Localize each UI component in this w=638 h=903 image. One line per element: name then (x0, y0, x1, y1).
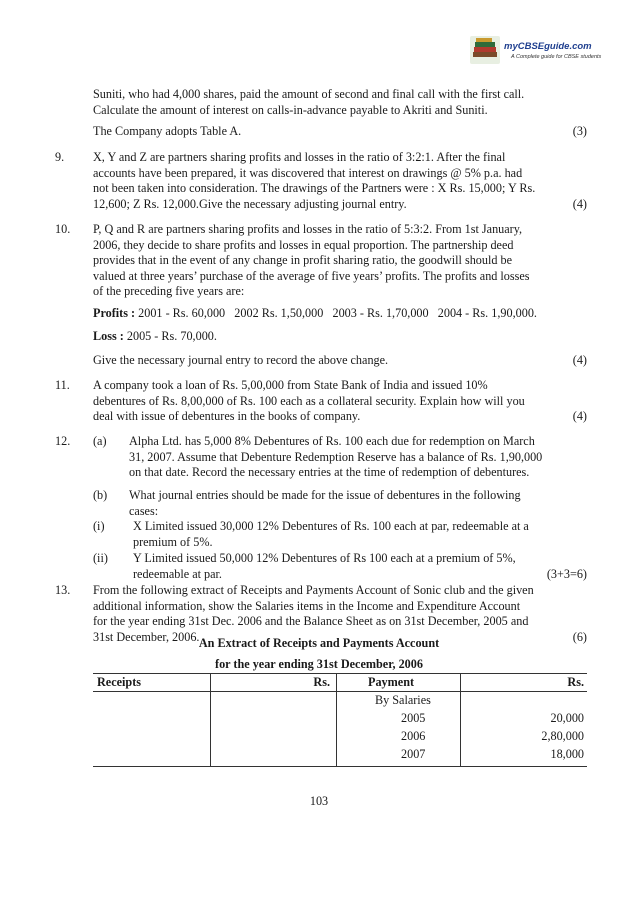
intro-table-a: The Company adopts Table A. (93, 124, 242, 138)
q13-line: for the year ending 31st Dec. 2006 and the Balance Sheet as on 31st December, 2005 and (93, 614, 529, 629)
q12-i-line: premium of 5%. (133, 534, 213, 549)
salary-year: 2005 (401, 711, 426, 725)
profits-values: 2001 - Rs. 60,000 2002 Rs. 1,50,000 2003 - Rs. 1,70,000 2004 - Rs. 1,90,000. (138, 306, 537, 320)
table-col-divider (210, 673, 211, 766)
q12-ii-line: redeemable at par. (133, 566, 222, 581)
q9-line: X, Y and Z are partners sharing profits and losses in the ratio of 3:2:1. After the final (93, 150, 506, 164)
q9-text (93, 150, 587, 212)
q13-marks: (6) (572, 630, 587, 644)
q12-sub-i-label: (i) (93, 519, 105, 533)
q10-text (93, 222, 587, 300)
q12-i-line: X Limited issued 30,000 12% Debentures of Rs. 100 each at par, redeemable at a (133, 519, 529, 533)
question-number: 10. (55, 222, 71, 236)
q12-b-line: What journal entries should be made for the issue of debentures in the following (129, 488, 521, 502)
q10-line: provides that in the event of any change in profit sharing ratio, the goodwill should be (93, 253, 513, 268)
q12-sub-ii-label: (ii) (93, 551, 108, 565)
payment-by-salaries: By Salaries (375, 693, 431, 707)
q12-a-line: Alpha Ltd. has 5,000 8% Debentures of Rs. 100 each due for redemption on March (129, 434, 535, 448)
salary-amount: 18,000 (550, 747, 584, 761)
header-rs: Rs. (313, 675, 330, 689)
page-number: 103 (309, 794, 329, 808)
intro-paragraph (93, 87, 587, 118)
q10-marks: (4) (572, 353, 587, 367)
table-subtitle: for the year ending 31st December, 2006 (215, 657, 423, 671)
q9-marks: (4) (572, 197, 587, 211)
table-header-rule (93, 691, 587, 692)
q12-part-b-text (129, 488, 587, 519)
q10-line: P, Q and R are partners sharing profits and losses in the ratio of 5:3:2. From 1st January, (93, 222, 523, 236)
q12-a-line: 31, 2007. Assume that Debenture Redemption Reserve has a balance of Rs. 1,90,000 (129, 449, 543, 464)
q12-marks: (3+3=6) (546, 567, 587, 581)
intro-line: Calculate the amount of interest on calls-in-advance payable to Akriti and Suniti. (93, 102, 488, 117)
q13-line: 31st December, 2006. (93, 629, 200, 644)
salary-amount: 20,000 (550, 711, 584, 725)
q12-part-a-text (129, 434, 587, 481)
q12-sub-i-text (133, 519, 587, 550)
salary-year: 2007 (401, 747, 426, 761)
question-number: 9. (55, 150, 65, 164)
q11-text (93, 378, 587, 425)
intro-line: Suniti, who had 4,000 shares, paid the amount of second and final call with the first call. (93, 87, 525, 101)
q9-line: accounts have been prepared, it was discovered that interest on drawings @ 5% p.a. had (93, 165, 523, 180)
loss-label: Loss : (93, 329, 124, 343)
q10-closing: Give the necessary journal entry to record the above change. (93, 353, 389, 367)
table-col-divider (336, 673, 337, 766)
q11-line: deal with issue of debentures in the books of company. (93, 409, 361, 424)
table-col-divider (460, 673, 461, 766)
q12-a-line: on that date. Record the necessary entries at the time of redemption of debentures. (129, 465, 530, 480)
q13-line: From the following extract of Receipts and Payments Account of Sonic club and the given (93, 583, 534, 597)
salary-amount: 2,80,000 (541, 729, 584, 743)
q11-line: A company took a loan of Rs. 5,00,000 from State Bank of India and issued 10% (93, 378, 488, 392)
q10-line: 2006, they decide to share profits and losses in equal proportion. The partnership deed (93, 237, 514, 252)
logo-tagline: A Complete guide for CBSE students (511, 54, 602, 60)
q12-part-a-label: (a) (93, 434, 107, 448)
table-top-rule (93, 673, 587, 674)
q12-part-b-label: (b) (93, 488, 108, 502)
logo-title: myCBSEguide.com (504, 41, 592, 52)
question-number: 11. (55, 378, 70, 392)
profits-label: Profits : (93, 306, 136, 320)
q11-marks: (4) (572, 409, 587, 423)
intro-marks: (3) (572, 124, 587, 138)
question-number: 12. (55, 434, 71, 448)
loss-value: 2005 - Rs. 70,000. (126, 329, 217, 343)
header-receipts: Receipts (97, 675, 141, 689)
header-rs: Rs. (567, 675, 584, 689)
table-title: An Extract of Receipts and Payments Account (198, 636, 440, 650)
q9-line: 12,600; Z Rs. 12,000.Give the necessary adjusting journal entry. (93, 196, 407, 211)
q12-b-line: cases: (129, 503, 159, 518)
q10-line: of the preceding five years are: (93, 284, 245, 299)
question-number: 13. (55, 583, 71, 597)
q10-profits (93, 306, 593, 322)
salary-year: 2006 (401, 729, 426, 743)
q12-ii-line: Y Limited issued 50,000 12% Debentures of Rs 100 each at a premium of 5%, (133, 551, 516, 565)
q13-line: additional information, show the Salaries items in the Income and Expenditure Account (93, 598, 521, 613)
q10-line: valued at three years’ purchase of the average of five years’ profits. The profits and losses (93, 268, 530, 283)
table-bottom-rule (93, 766, 587, 767)
q11-line: debentures of Rs. 8,00,000 of Rs. 100 each as a collateral security. Explain how will you (93, 393, 525, 408)
q10-loss (93, 329, 493, 345)
q9-line: not been taken into consideration. The drawings of the Partners were : X Rs. 15,000; Y Rs. (93, 181, 536, 196)
header-payment: Payment (368, 675, 415, 689)
